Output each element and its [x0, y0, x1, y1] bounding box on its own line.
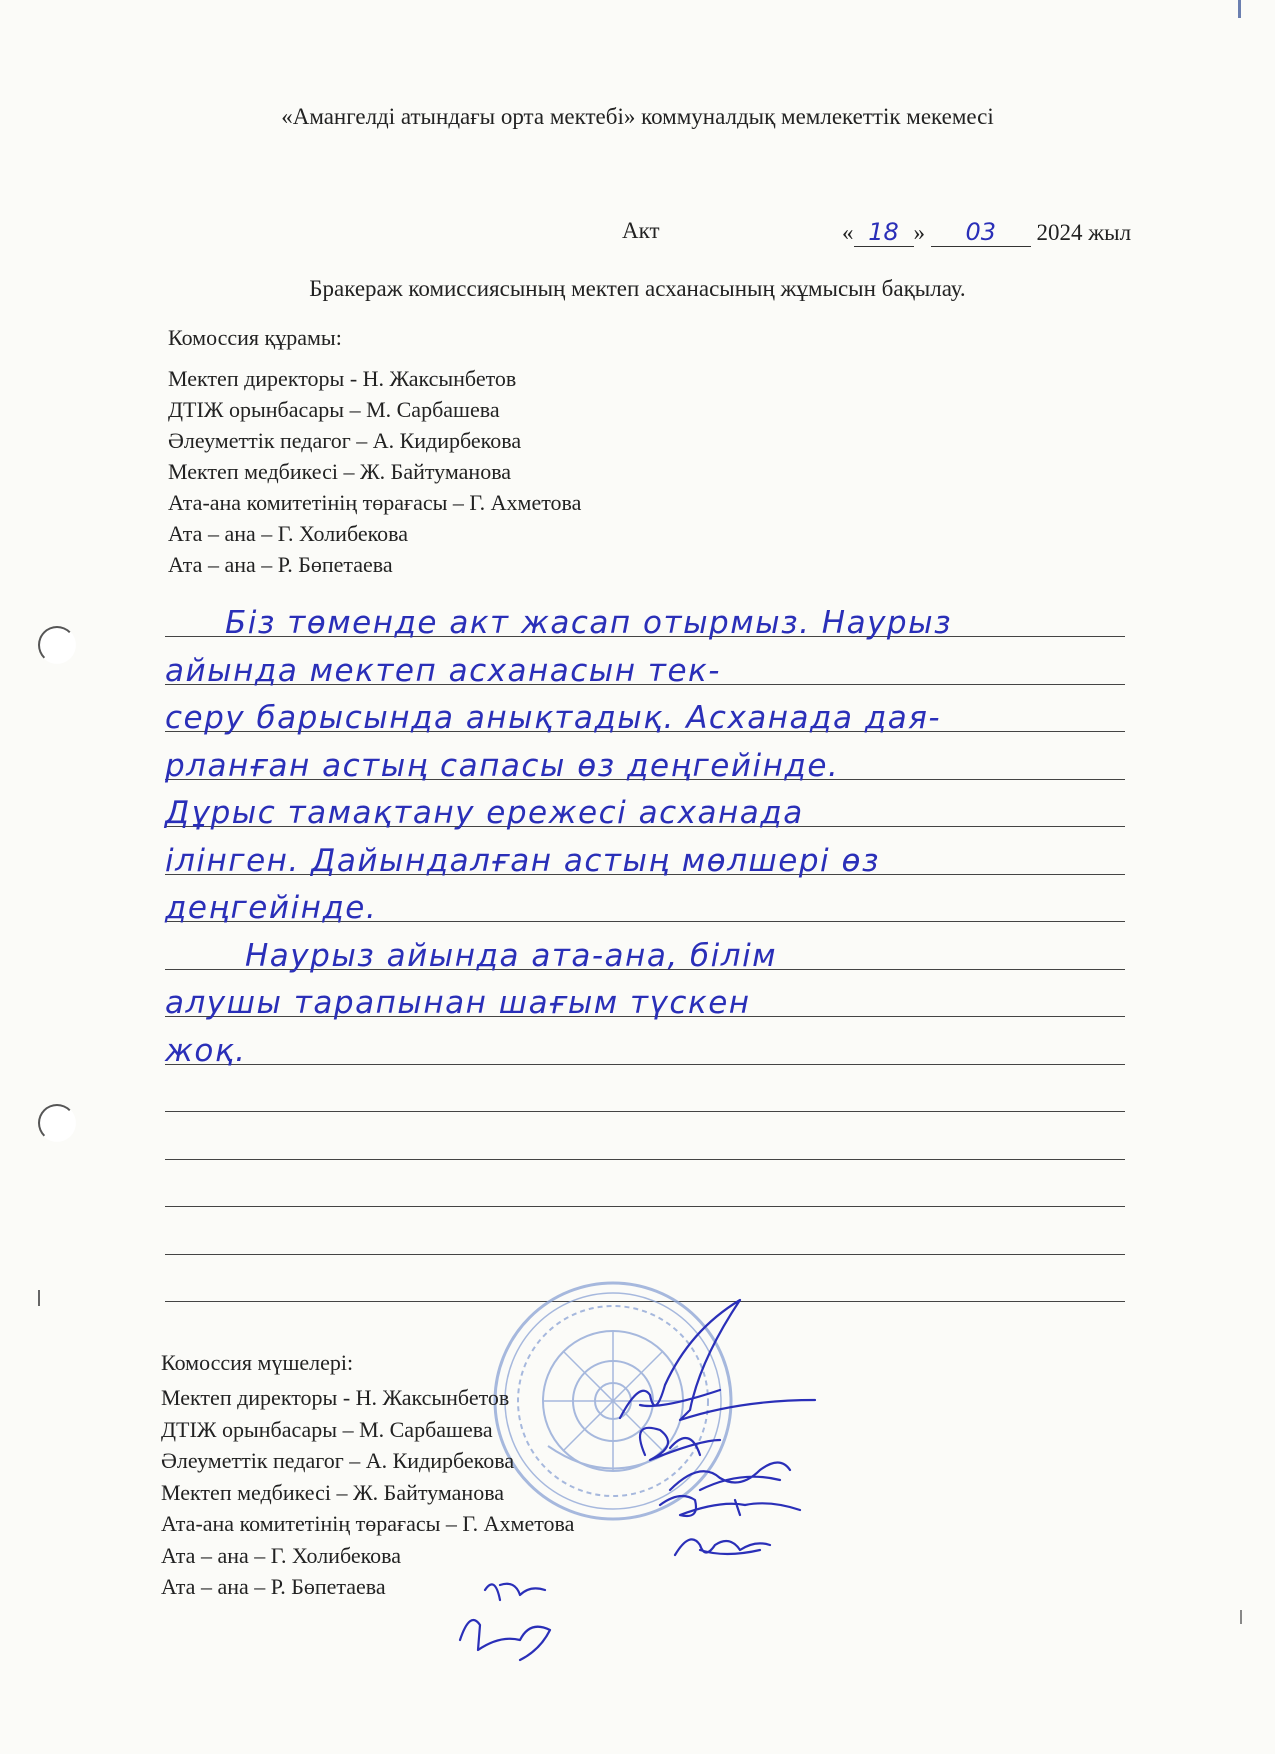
- handwritten-line: жоқ.: [165, 1032, 247, 1069]
- commission-title: Комоссия құрамы:: [168, 325, 342, 350]
- signatory-line: ДТІЖ орынбасары – М. Сарбашева: [161, 1416, 493, 1442]
- date-year: 2024 жыл: [1036, 220, 1132, 245]
- handwritten-line: ілінген. Дайындалған астың мөлшері өз: [165, 842, 880, 879]
- signature-nurse: [660, 1496, 800, 1516]
- handwritten-line: Біз төменде акт жасап отырмыз. Наурыз: [225, 605, 953, 641]
- signatory-line: Ата – ана – Р. Бөпетаева: [161, 1574, 386, 1599]
- handwritten-line: Дұрыс тамақтану ережесі асханада: [165, 795, 804, 831]
- member-line: Мектеп директоры - Н. Жаксынбетов: [168, 366, 517, 391]
- signature-director: [620, 1300, 815, 1420]
- handwritten-line: айында мектеп асханасын тек-: [165, 652, 721, 689]
- member-line: Ата – ана – Р. Бөпетаева: [168, 552, 393, 577]
- signatory-line: Ата-ана комитетінің төрағасы – Г. Ахметова: [161, 1511, 575, 1536]
- member-line: ДТІЖ орынбасары – М. Сарбашева: [168, 397, 500, 422]
- signature-parent-committee: [675, 1539, 770, 1555]
- signatory-line: Әлеуметтік педагог – А. Кидирбекова: [161, 1448, 515, 1473]
- document-subject: Бракераж комиссиясының мектеп асханасының жұмысын бақылау.: [309, 276, 966, 301]
- signatory-line: Мектеп медбикесі – Ж. Байтуманова: [161, 1479, 505, 1505]
- signature-parent-1: [485, 1584, 545, 1600]
- handwritten-line: рланған астың сапасы өз деңгейінде.: [165, 747, 840, 784]
- member-line: Мектеп медбикесі – Ж. Байтуманова: [168, 459, 512, 484]
- institution-header: «Амангелді атындағы орта мектебі» коммуналдық мемлекеттік мекемесі: [281, 104, 994, 129]
- signatories-title: Комоссия мүшелері:: [161, 1350, 354, 1375]
- signatory-line: Ата – ана – Г. Холибекова: [161, 1542, 402, 1568]
- handwritten-line: серу барысында анықтадық. Асханада дая-: [165, 700, 942, 736]
- signature-social-pedagogue: [670, 1463, 790, 1491]
- date-day: 18: [868, 218, 899, 246]
- document-type: Акт: [622, 218, 660, 243]
- handwritten-line: Наурыз айында ата-ана, білім: [245, 937, 778, 974]
- member-line: Ата – ана – Г. Холибекова: [168, 521, 409, 546]
- member-line: Әлеуметтік педагог – А. Кидирбекова: [168, 428, 522, 453]
- signature-deputy: [640, 1428, 720, 1460]
- signatory-line: Мектеп директоры - Н. Жаксынбетов: [161, 1385, 510, 1410]
- signature-parent-2: [460, 1620, 550, 1660]
- member-line: Ата-ана комитетінің төрағасы – Г. Ахметова: [168, 490, 582, 515]
- handwritten-line: алушы тарапынан шағым түскен: [165, 985, 751, 1021]
- close-quote: »: [913, 220, 925, 245]
- date-month: 03: [965, 218, 997, 246]
- handwritten-line: деңгейінде.: [165, 890, 378, 926]
- open-quote: «: [842, 220, 854, 245]
